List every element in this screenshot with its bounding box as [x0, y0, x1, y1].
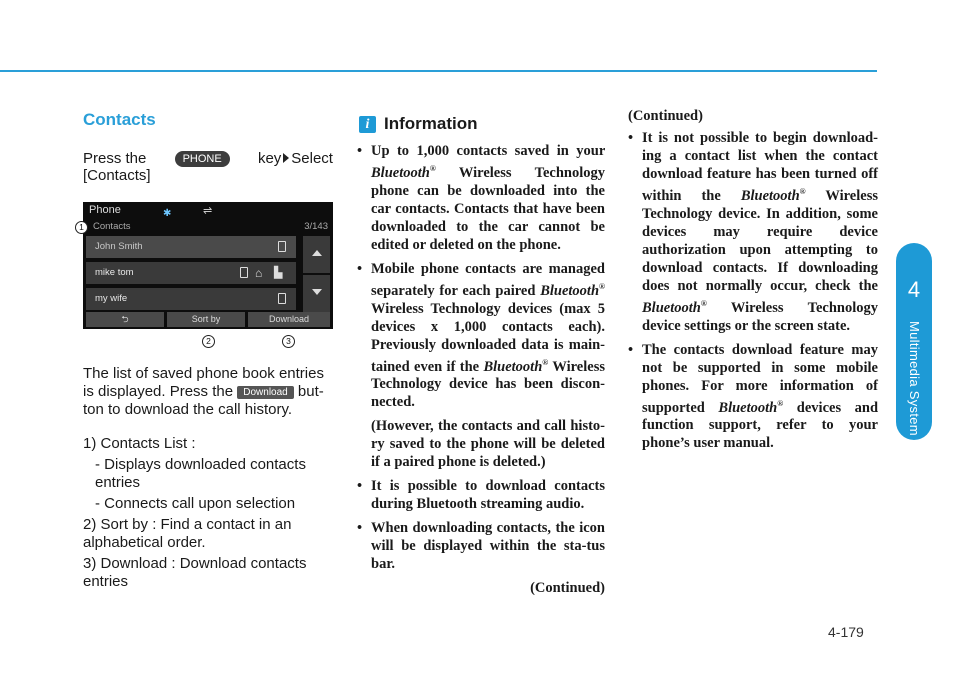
screen-subtitle-bar [83, 219, 333, 236]
bullet-text: Wireless Technology devices (max 5 devices x 1,000 contacts each). Previously downloaded data is main-tained even if the [371, 300, 605, 375]
info-bullet: • The contacts download feature may not be supported in some mobile phones. For more information of supported Bluetooth® devices and function support, refer to your phone’s user manual. [628, 341, 879, 452]
arrow-right-icon [283, 153, 289, 163]
contact-row[interactable] [86, 288, 296, 310]
mobile-phone-icon [278, 241, 286, 252]
press-text: Press the [83, 150, 147, 167]
contact-name: my wife [95, 293, 128, 304]
continued-label: (Continued) [530, 580, 605, 597]
info-icon: i [359, 116, 376, 133]
bluetooth-term: Bluetooth [483, 358, 543, 375]
legend-list [83, 435, 333, 591]
contact-row[interactable] [86, 262, 296, 284]
download-button-inline: Download [237, 386, 293, 399]
phone-key-badge: PHONE [175, 151, 230, 167]
callout-2: 2 [202, 335, 215, 348]
continued-column [628, 107, 878, 458]
download-button[interactable]: Download [248, 312, 330, 327]
bullet-text: Wireless Technology phone can be downloaded into the car contacts. Contacts that have been downloaded to the car cannot be edited or deleted on the phone. [371, 164, 605, 253]
list-item: 3) Download : Download contacts entries [83, 555, 307, 590]
contact-row[interactable] [86, 236, 296, 258]
list-item: - Connects call upon selection [95, 495, 296, 512]
info-bullet: • Up to 1,000 contacts saved in your Bluetooth® Wireless Technology phone can be downloaded into the car contacts. Contacts that have been downloaded to the car cannot be edited or deleted on the phone. [357, 143, 605, 253]
contact-name: John Smith [95, 241, 143, 252]
info-bullet: • It is possible to download contacts during Bluetooth streaming audio. [357, 478, 605, 513]
page-number: 4-179 [828, 624, 864, 640]
usb-icon: ⇌ [203, 205, 213, 217]
information-title: Information [384, 114, 478, 133]
screen-title-bar [83, 202, 333, 219]
description-text [83, 365, 333, 419]
info-bullet: • It is not possible to begin download-ing a contact list when the contact download feature has been turned off within the Bluetooth® Wireless Technology device. In addition, some devices may require device authorization upon attempting to download contacts. If downloading does not normally occur, check the Bluetooth® Wireless Technology device settings or the screen state. [628, 130, 878, 334]
chapter-tab [896, 243, 932, 440]
bullet-text: Wireless Technology device settings or the screen state. [642, 299, 878, 334]
contacts-menu-text: [Contacts] [83, 167, 151, 184]
sort-by-button[interactable]: Sort by [167, 312, 245, 327]
chapter-label: Multimedia System [907, 321, 922, 436]
callout-3: 3 [282, 335, 295, 348]
bullet-text: Mobile phone contacts are managed separately for each paired [371, 260, 605, 299]
phone-screen-image [83, 202, 333, 329]
list-item: 1) Contacts List : [83, 435, 196, 452]
callout-1: 1 [75, 221, 88, 234]
header-rule [0, 70, 877, 72]
key-text: key [257, 150, 282, 167]
information-header [359, 114, 478, 134]
registered-mark: ® [542, 357, 549, 367]
continued-heading: (Continued) [628, 108, 703, 124]
bluetooth-term: Bluetooth [642, 299, 701, 316]
bullet-text: It is not possible to begin download-ing a contact list when the contact download feature has been turned off within the [642, 130, 878, 204]
bluetooth-term: Bluetooth [371, 164, 430, 181]
information-column [357, 142, 605, 597]
registered-mark: ® [777, 398, 784, 408]
bluetooth-icon: ✱ [163, 208, 172, 219]
press-instruction [83, 150, 333, 167]
registered-mark: ® [429, 164, 436, 173]
bullet-text: When downloading contacts, the icon will be displayed within the sta-tus bar. [371, 520, 605, 573]
bluetooth-term: Bluetooth [718, 399, 778, 416]
contact-count: 3/143 [304, 221, 328, 232]
office-icon: ▙ [274, 267, 283, 279]
bullet-text: It is possible to download contacts during Bluetooth streaming audio. [371, 478, 605, 513]
arrow-up-icon [312, 250, 322, 256]
description-part: but-ton to download the call history. [83, 383, 324, 418]
bluetooth-term: Bluetooth [540, 282, 600, 299]
list-item: - Displays downloaded contacts entries [95, 456, 306, 491]
registered-mark: ® [599, 281, 606, 291]
back-button[interactable]: ⮌ [86, 312, 164, 327]
info-bullet: • When downloading contacts, the icon will be displayed within the sta-tus bar. [357, 520, 605, 573]
screen-subtitle: Contacts [93, 221, 131, 232]
screen-title: Phone [89, 204, 121, 216]
registered-mark: ® [700, 298, 707, 308]
mobile-phone-icon [278, 293, 286, 304]
select-text: Select [291, 150, 333, 167]
contact-name: mike tom [95, 267, 134, 278]
contacts-section [79, 110, 333, 590]
bluetooth-term: Bluetooth [740, 187, 800, 204]
chapter-number: 4 [907, 277, 921, 302]
info-bullet: • Mobile phone contacts are managed separately for each paired Bluetooth® Wireless Technology devices (max 5 devices x 1,000 contacts each). Previously downloaded data is main-tained even if the Bluetooth® Wireless Technology device has been discon-nected. [357, 260, 606, 411]
arrow-down-icon [312, 289, 322, 295]
bullet-text: The contacts download feature may not be supported in some mobile phones. For more information of supported [642, 341, 878, 416]
scroll-down-button[interactable] [303, 275, 330, 312]
scroll-up-button[interactable] [303, 236, 330, 273]
bullet-text: devices and function support, refer to your phone’s user manual. [642, 399, 879, 452]
info-note: (However, the contacts and call histo-ry saved to the phone will be deleted if a paired phone is deleted.) [371, 418, 605, 471]
bullet-text: Up to 1,000 contacts saved in your [371, 143, 605, 159]
description-part: The list of saved phone book entries is displayed. Press the [83, 365, 324, 400]
home-icon: ⌂ [255, 266, 263, 280]
bullet-text: Wireless Technology device has been discon-nected. [371, 358, 605, 411]
mobile-phone-icon [240, 267, 248, 278]
list-item: 2) Sort by : Find a contact in an alphabetical order. [83, 516, 292, 551]
registered-mark: ® [799, 187, 806, 196]
bullet-text: Wireless Technology device. In addition, some devices may require device authorization upon attempting to download contacts. If downloading does not normally occur, check the [642, 187, 878, 294]
section-title: Contacts [83, 110, 156, 129]
